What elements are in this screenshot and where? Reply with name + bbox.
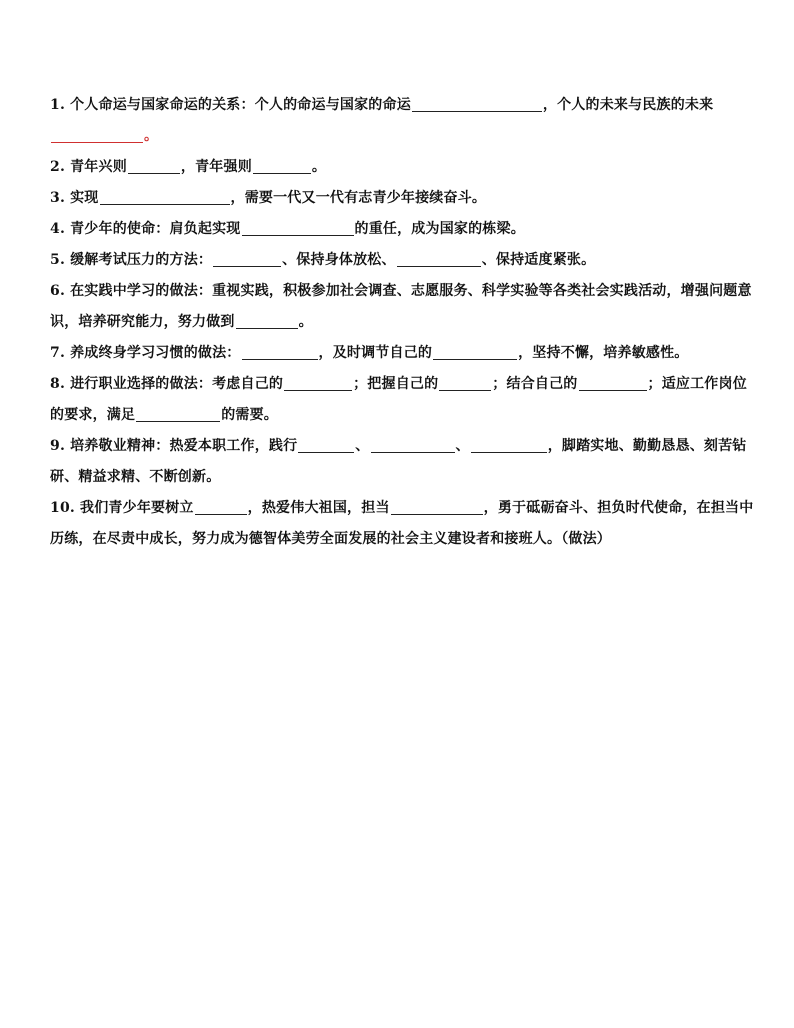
question-5	[50, 245, 754, 276]
question-4-blank-1[interactable]	[242, 219, 354, 236]
question-5-text-c: 、保持适度紧张。	[481, 252, 596, 268]
question-6	[50, 276, 754, 338]
question-10-text-c: ，勇于砥砺奋斗、担负时代使命，在担当中历练，在尽责中成长，努力成为德智体美劳全面发展的社会主义建设者和接班人。（做法）	[50, 500, 754, 547]
question-10-text-a: 10. 我们青少年要树立	[50, 500, 194, 516]
question-8-text-e: 的需要。	[221, 407, 279, 423]
question-3-text-b: ，需要一代又一代有志青少年接续奋斗。	[230, 190, 487, 206]
question-8-blank-4[interactable]	[136, 405, 220, 422]
question-8-text-d: ；适应工作岗位的要求，满足	[50, 376, 747, 423]
question-2-text-b: ，青年强则	[180, 159, 252, 175]
question-2-blank-1[interactable]	[128, 157, 180, 174]
question-10-blank-1[interactable]	[195, 498, 247, 515]
question-2-text-c: 。	[311, 159, 327, 175]
question-4-text-b: 的重任，成为国家的栋梁。	[354, 221, 525, 237]
question-9-blank-2[interactable]	[371, 436, 455, 453]
question-10-blank-2[interactable]	[391, 498, 483, 515]
question-8-blank-3[interactable]	[579, 374, 647, 391]
question-6-blank-1[interactable]	[236, 312, 298, 329]
question-5-blank-1[interactable]	[213, 250, 281, 267]
question-8-text-a: 8. 进行职业选择的做法：考虑自己的	[50, 376, 284, 392]
question-1-text-b: ，个人的未来与民族的未来	[542, 97, 714, 113]
question-9-text-b: 、	[355, 438, 370, 454]
question-8-text-b: ；把握自己的	[353, 376, 439, 392]
question-2-blank-2[interactable]	[253, 157, 311, 174]
question-6-text-a: 6. 在实践中学习的做法：重视实践，积极参加社会调查、志愿服务、科学实验等各类社会实践活动，增强问题意识，培养研究能力，努力做到	[50, 283, 752, 330]
question-5-blank-2[interactable]	[397, 250, 481, 267]
question-9-text-a: 9. 培养敬业精神：热爱本职工作，践行	[50, 438, 298, 454]
question-3	[50, 183, 754, 214]
question-6-text-b: 。	[298, 314, 313, 330]
question-9-blank-3[interactable]	[471, 436, 547, 453]
question-7-text-c: ，坚持不懈，培养敏感性。	[518, 345, 689, 361]
question-5-text-b: 、保持身体放松、	[282, 252, 396, 268]
question-10-text-b: ，热爱伟大祖国，担当	[247, 500, 390, 516]
question-3-text-a: 3. 实现	[50, 190, 99, 206]
question-4-text-a: 4. 青少年的使命：肩负起实现	[50, 221, 241, 237]
question-7-text-a: 7. 养成终身学习习惯的做法：	[50, 345, 241, 361]
question-3-blank-1[interactable]	[100, 188, 230, 205]
question-7-text-b: ，及时调节自己的	[318, 345, 433, 361]
question-10	[50, 493, 754, 555]
question-2	[50, 152, 754, 183]
question-9-text-d: ，脚踏实地、勤勤恳恳、刻苦钻研、精益求精、不断创新。	[50, 438, 747, 485]
question-9	[50, 431, 754, 493]
question-9-blank-1[interactable]	[298, 436, 354, 453]
question-7-blank-1[interactable]	[242, 343, 318, 360]
question-1-text-a: 1. 个人命运与国家命运的关系：个人的命运与国家的命运	[50, 97, 411, 113]
question-8-blank-1[interactable]	[284, 374, 352, 391]
question-1-text-c: 。	[144, 128, 159, 144]
question-7-blank-2[interactable]	[433, 343, 517, 360]
question-8-text-c: ；结合自己的	[492, 376, 578, 392]
question-4	[50, 214, 754, 245]
question-8-blank-2[interactable]	[439, 374, 491, 391]
question-7	[50, 338, 754, 369]
question-1-blank-2[interactable]	[51, 126, 143, 143]
question-1	[50, 90, 754, 152]
question-2-text-a: 2. 青年兴则	[50, 159, 127, 175]
question-8	[50, 369, 754, 431]
question-5-text-a: 5. 缓解考试压力的方法：	[50, 252, 213, 268]
question-9-text-c: 、	[455, 438, 470, 454]
question-1-blank-1[interactable]	[412, 95, 542, 112]
